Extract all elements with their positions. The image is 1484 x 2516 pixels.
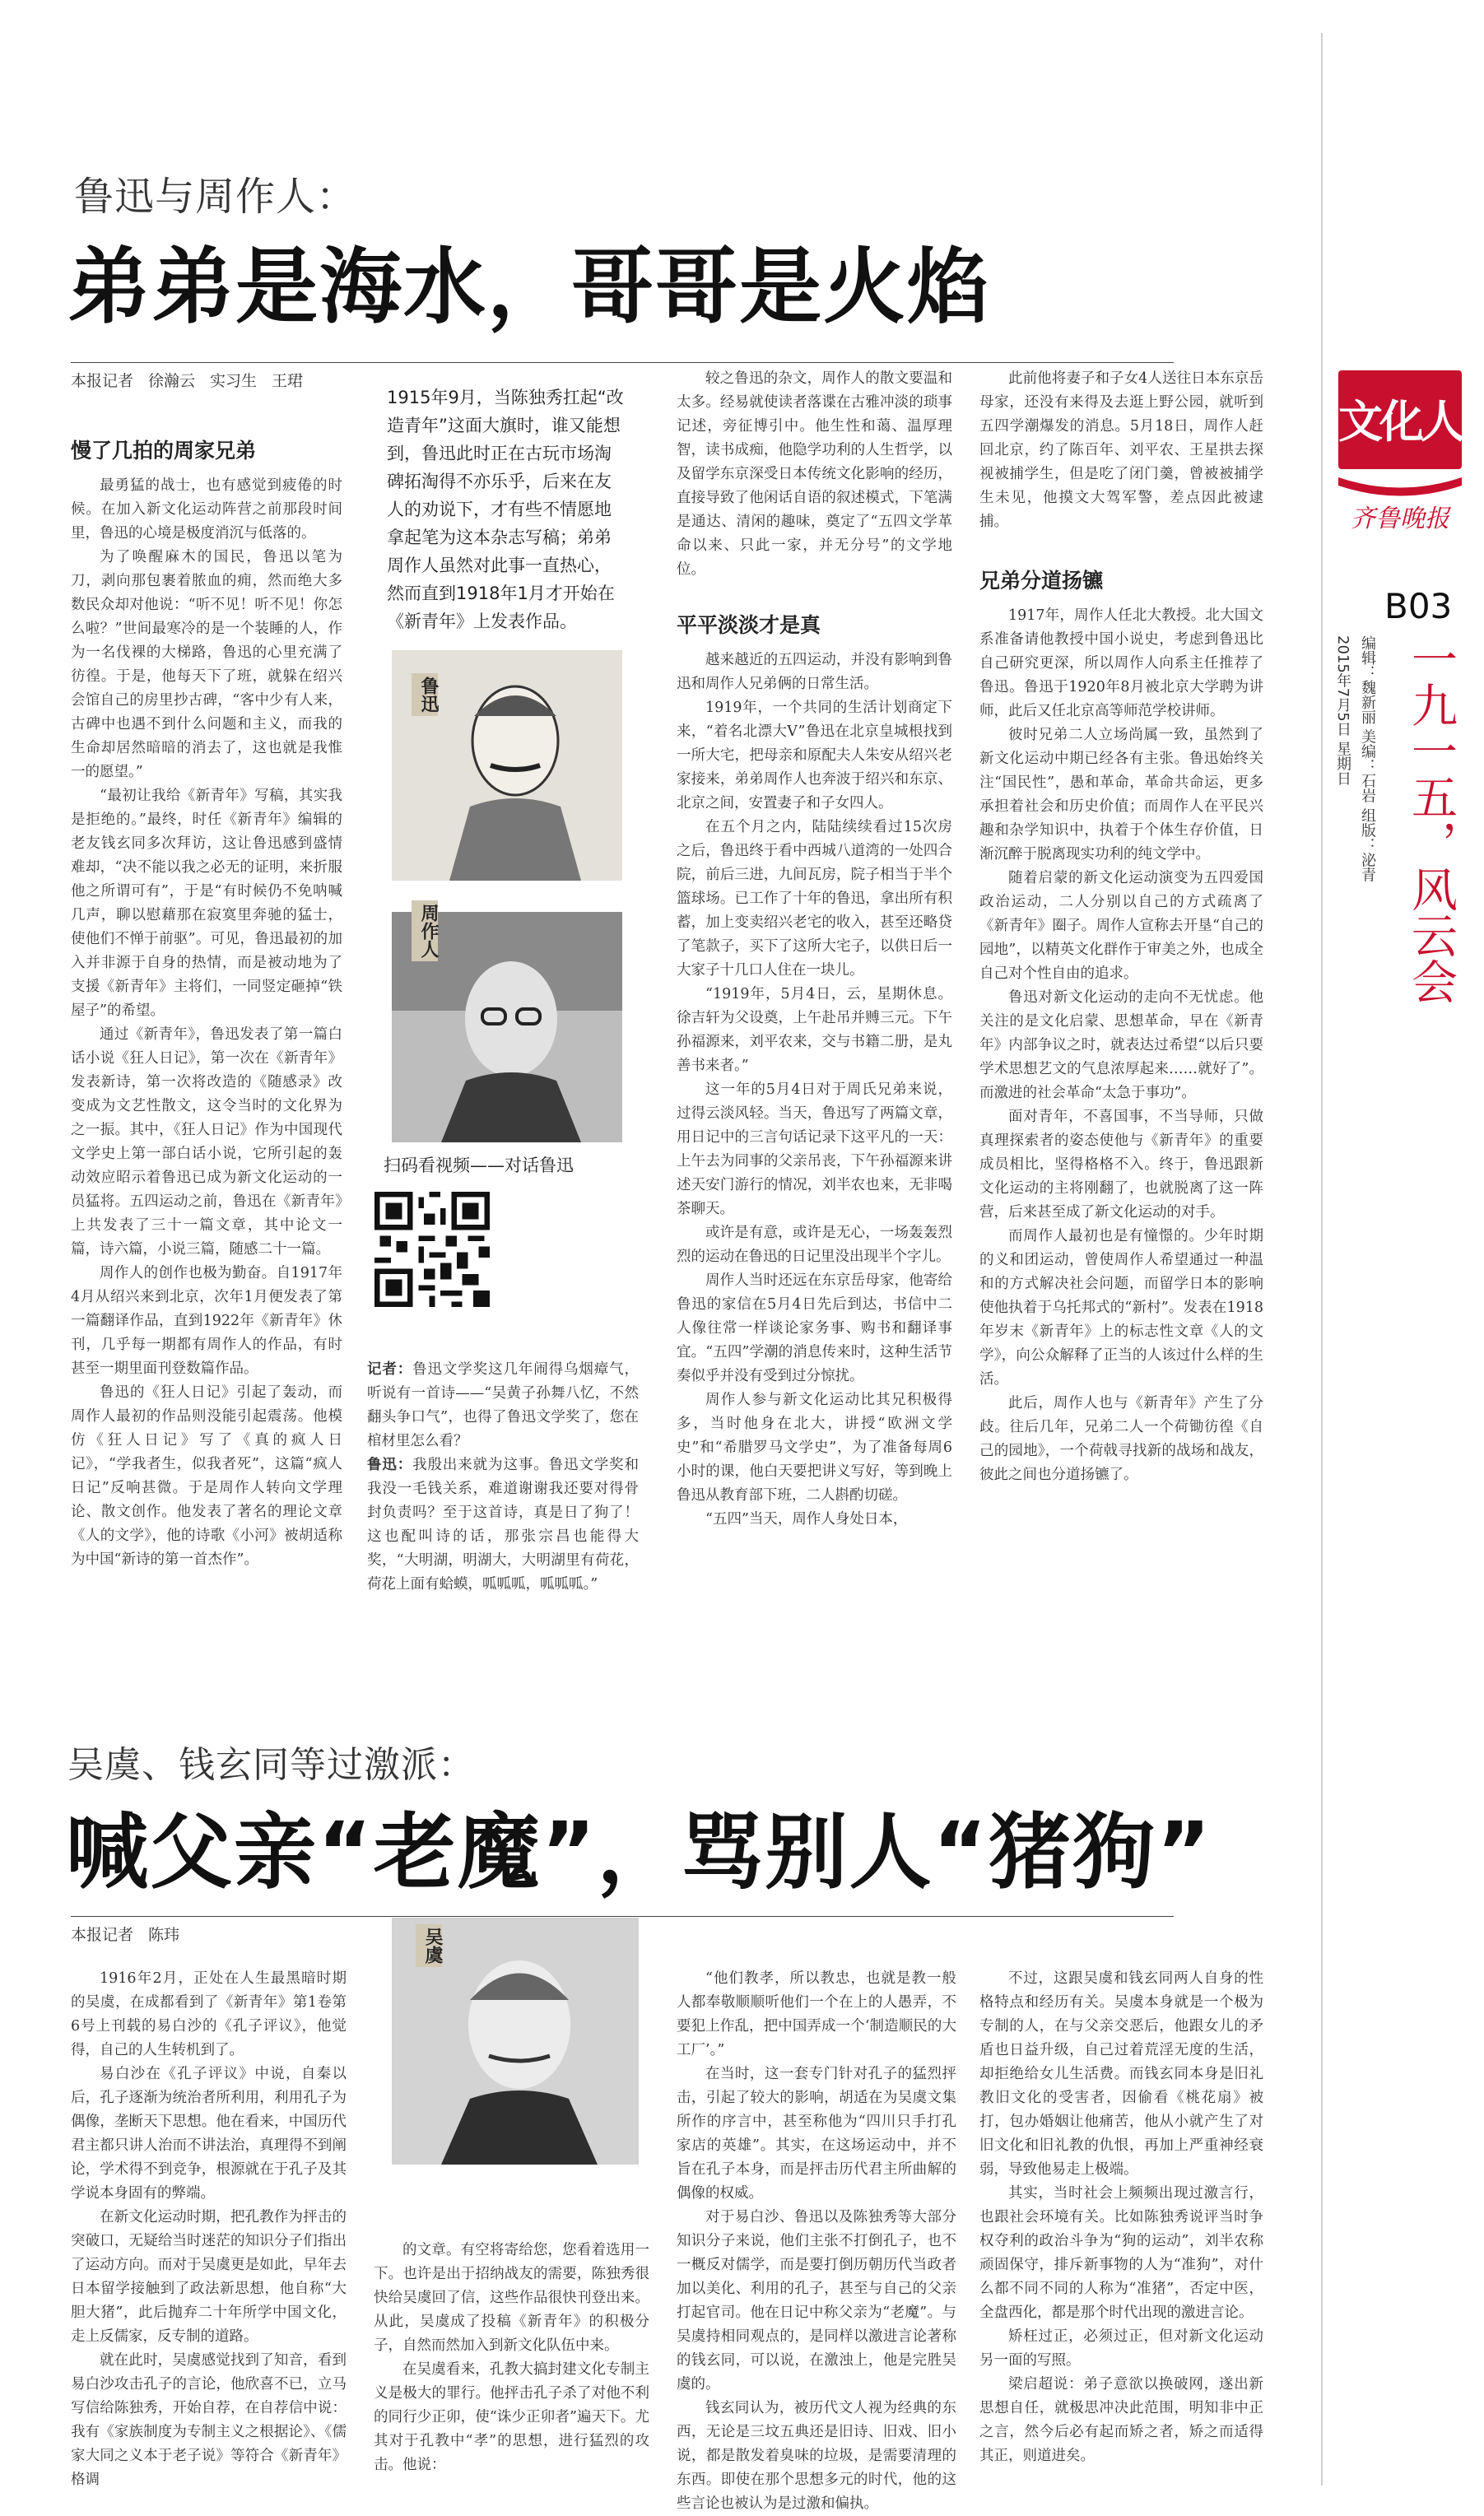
- qa-item: [367, 1453, 639, 1597]
- paragraph: 在五个月之内，陆陆续续看过15次房之后，鲁迅终于看中西城八道湾的一处四合院，前后三进，九间瓦房，院子相当于半个篮球场。已工作了十年的鲁迅，拿出所有积蓄，加上变卖绍兴老宅的收入，甚至还略贷了笔款子，买下了这所大宅子，以供日后一大家子十几口人住在一块儿。: [677, 819, 952, 979]
- article1-headline: 弟弟是海水，哥哥是火焰: [67, 239, 991, 335]
- qa-text: 鲁迅文学奖这几年闹得乌烟瘴气，听说有一首诗——“吴黄子孙舞八忆，不然翻头争口气”，也得了鲁迅文学奖了，您在棺材里怎么看？: [367, 1361, 640, 1449]
- paragraph: 这一年的5月4日对于周氏兄弟来说，过得云淡风轻。当天，鲁迅写了两篇文章，用日记中的三言句话记录下这平凡的一天：上午去为同事的父亲吊丧，下午孙福源来讲述天安门游行的情况，刘半农也来，无非喝茶聊天。: [677, 1081, 952, 1217]
- paragraph: 在当时，这一套专门针对孔子的猛烈抨击，引起了较大的影响，胡适在为吴虞文集所作的序言中，甚至称他为“四川只手打孔家店的英雄”。其实，在这场运动中，并不旨在孔子本身，而是抨击历代君主所曲解的偶像的权威。: [677, 2066, 956, 2202]
- pull-quote: 1915年9月，当陈独秀扛起“改造青年”这面大旗时，谁又能想到，鲁迅此时正在古玩市场淘碑拓淘得不亦乐乎，后来在友人的劝说下，才有些不情愿地拿起笔为这本杂志写稿；弟弟周作人虽然对此事一直热心，然而直到1918年1月才开始在《新青年》上发表作品。: [387, 388, 624, 631]
- article2-column-4: [979, 1967, 1263, 2494]
- qa-speaker: 鲁迅：: [367, 1457, 413, 1473]
- article2-column-3: [677, 1967, 956, 2512]
- editors-line: 编辑：魏新丽 美编：石岩 组版：泌青: [1359, 635, 1376, 882]
- article1-subheading-1: 慢了几拍的周家兄弟: [71, 439, 257, 463]
- paragraph: 或许是有意，或许是无心，一场轰轰烈烈的运动在鲁迅的日记里没出现半个字儿。: [677, 1225, 952, 1265]
- page-number: B03: [1384, 586, 1453, 626]
- qa-block: [367, 1358, 639, 1597]
- paragraph: 为了唤醒麻木的国民，鲁迅以笔为刀，剥向那包裹着脓血的痈，然而绝大多数民众却对他说：“听不见！听不见！你怎么啦？”世间最寒冷的是一个装睡的人，作为一名伐裸的大梯路，鲁迅的心里充满了彷徨。于是，他每天下了班，就躲在绍兴会馆自己的房里抄古碑，“客中少有人来，古碑中也遇不到什么问题和主义，而我的生命却居然暗暗的消去了，这也就是我惟一的愿望。”: [71, 549, 342, 780]
- tag-zhouzuoren: 周作人: [412, 900, 438, 961]
- article2-headline: 喊父亲“老魔”，骂别人“猪狗”: [66, 1804, 1212, 1900]
- paragraph: 通过《新青年》，鲁迅发表了第一篇白话小说《狂人日记》，第一次在《新青年》发表新诗，第一次将改造的《随感录》改变成为文艺性散文，这令当时的文化界为之一振。其中，《狂人日记》作为中国现代文学史上第一部白话小说，它所引起的轰动效应昭示着鲁迅已成为新文化运动的一员猛将。五四运动之前，鲁迅在《新青年》上共发表了三十一篇文章，其中论文一篇，诗六篇，小说三篇，随感二十一篇。: [71, 1026, 342, 1258]
- sidebar-divider: [1321, 33, 1323, 2486]
- article2-byline: [71, 1923, 194, 1945]
- paragraph: 梁启超说：弟子意欲以换破网，遂出新思想自任，就极思冲决此范围，明知非中正之言，然今后必有起而矫之者，矫之而适得其正，则道进矣。: [979, 2376, 1263, 2464]
- article1-column-3: [677, 367, 952, 581]
- tag-luxun: 鲁迅: [412, 673, 438, 716]
- paragraph: 其实，当时社会上频频出现过激言行，也跟社会环境有关。比如陈独秀说评当时争权夺利的政治斗争为“狗的运动”，刘半农称顽固保守，排斥新事物的人为“准狗”，对什么都不同不同的人称为“准猪”，否定中医，全盘西化，都是那个时代出现的激进言论。: [979, 2185, 1263, 2321]
- article2-rule: [71, 1916, 1174, 1917]
- paragraph: 1917年，周作人任北大教授。北大国文系准备请他教授中国小说史，考虑到鲁迅比自己研究更深，所以周作人向系主任推荐了鲁迅。鲁迅于1920年8月被北京大学聘为讲师，此后又任北京高等师范学校讲师。: [979, 607, 1263, 719]
- paragraph: 鲁迅的《狂人日记》引起了轰动，而周作人最初的作品则没能引起震荡。他模仿《狂人日记》写了《真的疯人日记》，“学我者生，似我者死”，这篇“疯人日记”反响甚微。于是周作人转向文学理论、散文创作。他发表了著名的理论文章《人的文学》，他的诗歌《小河》被胡适称为中国“新诗的第一首杰作”。: [71, 1384, 342, 1568]
- paragraph: 钱玄同认为，被历代文人视为经典的东西，无论是三坟五典还是旧诗、旧戏、旧小说，都是散发着臭味的垃圾，是需要清理的东西。即使在那个思想多元的时代，他的这些言论也被认为是过激和偏执。: [677, 2400, 956, 2512]
- qr-code[interactable]: [374, 1192, 490, 1307]
- qr-code-graphic: [374, 1192, 490, 1307]
- paragraph: 周作人的创作也极为勤奋。自1917年4月从绍兴来到北京，次年1月便发表了第一篇翻译作品，直到1922年《新青年》休刊，几乎每一期都有周作人的作品，有时甚至一期里面刊登数篇作品。: [71, 1265, 342, 1377]
- paragraph: 此后，周作人也与《新青年》产生了分歧。往后几年，兄弟二人一个荷锄彷徨《自己的园地》，一个荷戟寻找新的战场和战友，彼此之间也分道扬镳了。: [979, 1395, 1263, 1483]
- article1-column-1: [71, 474, 342, 1700]
- article1-kicker: 鲁迅与周作人：: [74, 174, 357, 220]
- paragraph: 周作人参与新文化运动比其兄积极得多，当时他身在北大，讲授“欧洲文学史”和“希腊罗马文学史”，为了准备每周6小时的课，他白天要把讲义写好，等到晚上鲁迅从教育部下班，二人斟酌切磋。: [677, 1392, 952, 1504]
- tag-wuyu: 吴虞: [416, 1924, 442, 1967]
- paragraph: 1919年，一个共同的生活计划商定下来，“着名北漂大V”鲁迅在北京皇城根找到一所大宅，把母亲和原配夫人朱安从绍兴老家接来，弟弟周作人也奔波于绍兴和东京、北京之间，安置妻子和子女四人。: [677, 700, 952, 812]
- qa-speaker: 记者：: [367, 1361, 413, 1378]
- section-label: 文化人: [1338, 396, 1462, 448]
- byline-reporter: 徐瀚云: [148, 372, 196, 390]
- paragraph: 而周作人最初也是有憧憬的。少年时期的义和团运动，曾使周作人希望通过一种温和的方式解决社会问题，而留学日本的影响使他执着于乌托邦式的“新村”。发表在1918年岁末《新青年》上的标志性文章《人的文学》，向公众解释了正当的人该过什么样的生活。: [979, 1228, 1263, 1388]
- paragraph: 面对青年，不喜国事，不当导师，只做真理探索者的姿态使他与《新青年》的重要成员相比，坚得格格不入。终于，鲁迅跟新文化运动的主将刚翻了，也就脱离了这一阵营，后来甚至成了新文化运动的对手。: [979, 1109, 1263, 1221]
- paragraph: 易白沙在《孔子评议》中说，自秦以后，孔子逐渐为统治者所利用，利用孔子为偶像，垄断天下思想。他在看来，中国历代君主都只讲人治而不讲法治，真理得不到阐论，学术得不到竞争，根源就在于孔子及其学说本身固有的弊端。: [71, 2066, 347, 2202]
- masthead: 齐鲁晚报: [1351, 505, 1449, 533]
- article1-column-4: [979, 367, 1263, 544]
- byline-label: 本报记者: [71, 1926, 134, 1944]
- article1-column-4b: [979, 604, 1263, 1666]
- article1-byline: [71, 369, 318, 391]
- paragraph: 最勇猛的战士，也有感觉到疲倦的时候。在加入新文化运动阵营之前那段时间里，鲁迅的心境是极度消沉与低落的。: [71, 477, 342, 542]
- paragraph: 的文章。有空将寄给您，您看着选用一下。也许是出于招纳战友的需要，陈独秀很快给吴虞回了信，这些作品很快刊登出来。从此，吴虞成了投稿《新青年》的积极分子，自然而然加入到新文化队伍中来。: [374, 2242, 649, 2354]
- paragraph: “五四”当天，周作人身处日本，: [705, 1511, 908, 1528]
- paragraph: 越来越近的五四运动，并没有影响到鲁迅和周作人兄弟俩的日常生活。: [677, 652, 952, 692]
- paragraph: 在吴虞看来，孔教大搞封建文化专制主义是极大的罪行。他抨击孔子杀了对他不利的同行少正卯，使“诛少正卯者”遍天下。尤其对于孔教中“孝”的思想，进行猛烈的攻击。他说：: [374, 2361, 649, 2473]
- byline-reporter: 陈玮: [148, 1926, 180, 1944]
- paragraph: 对于易白沙、鲁迅以及陈独秀等大部分知识分子来说，他们主张不打倒孔子，也不一概反对儒学，而是要打倒历朝历代当政者加以美化、利用的孔子，甚至与自己的父亲打起官司。他在日记中称父亲为“老魔”。与吴虞持相同观点的，是同样以激进言论著称的钱玄同，可以说，在激浊上，他是完胜吴虞的。: [677, 2209, 956, 2393]
- paragraph: 彼时兄弟二人立场尚属一致，虽然到了新文化运动中期已经各有主张。鲁迅始终关注“国民性”，愚和革命，革命共命运，更多承担着社会和历史价值；而周作人在平民兴趣和杂学知识中，执着于个体生存价值，日渐沉醉于脱离现实功利的纯文学中。: [979, 727, 1263, 863]
- qa-text: 我殷出来就为这事。鲁迅文学奖和我没一毛钱关系，难道谢谢我还要对得骨封负责吗？至于这首诗，真是日了狗了！这也配叫诗的话，那张宗昌也能得大奖，“大明湖，明湖大，大明湖里有荷花，荷花上面有蛤蟆，呱呱呱，呱呱呱。”: [367, 1457, 640, 1593]
- article1-subheading-2: 平平淡淡才是真: [677, 613, 821, 637]
- paragraph: 就在此时，吴虞感觉找到了知音，看到易白沙攻击孔子的言论，他欣喜不已，立马写信给陈独秀，开始自荐，在自荐信中说：我有《家族制度为专制主义之根据论》、《儒家大同之义本于老子说》等符合《新青年》格调: [71, 2352, 347, 2488]
- paragraph: “1919年，5月4日，云，星期休息。徐吉轩为父设奠，上午赴吊并赙三元。下午孙福源来，刘平农来，交与书籍二册，是丸善书来者。”: [677, 986, 952, 1074]
- page-vertical-title: 一九一五，风云会: [1404, 635, 1458, 1004]
- article2-column-2: [374, 2239, 649, 2486]
- section-logo: [1330, 362, 1470, 535]
- paragraph: 周作人当时还远在东京岳母家，他寄给鲁迅的家信在5月4日先后到达，书信中二人像往常一样谈论家务事、购书和翻译事宜。“五四”学潮的消息传来时，这种生活节奏似乎并没有受到过分惊扰。: [677, 1272, 952, 1384]
- paragraph: 较之鲁迅的杂文，周作人的散文要温和太多。经易就使读者落谍在古雅冲淡的琐事记述，旁征博引中。他生性和蔼、温厚理智，读书成痴，他隐学功利的人生哲学，以及留学东京深受日本传统文化影响的经历，直接导致了他闲话自语的叙述模式，下笔满是通达、清闲的趣味，奠定了“五四文学革命以来、只此一家，并无分号”的文学地位。: [677, 370, 952, 578]
- article1-rule: [71, 362, 1174, 363]
- byline-label-intern: 实习生: [210, 372, 258, 390]
- paragraph: 随着启蒙的新文化运动演变为五四爱国政治运动，二人分别以自己的方式疏离了《新青年》圈子。周作人宣称去开垦“自己的园地”，以精英文化群作于审美之外，也成全自己对个性自由的追求。: [979, 870, 1263, 982]
- article2-kicker: 吴虞、钱玄同等过激派：: [67, 1744, 475, 1786]
- byline-label: 本报记者: [71, 372, 134, 390]
- article1-column-3b: [677, 649, 952, 1669]
- paragraph: “他们教孝，所以教忠，也就是教一般人都奉敬顺顺听他们一个在上的人愚弄，不要犯上作乱，把中国弄成一个‘制造顺民的大工厂’。”: [677, 1970, 956, 2058]
- date-line: 2015年7月5日 星期日: [1334, 635, 1351, 786]
- paragraph: 矫枉过正，必须过正，但对新文化运动另一面的写照。: [979, 2328, 1263, 2369]
- paragraph: “最初让我给《新青年》写稿，其实我是拒绝的。”最终，时任《新青年》编辑的老友钱玄同多次拜访，这让鲁迅感到盛情难却，“决不能以我之必无的证明，来折服他之所谓可有”，于是“有时候仍不免呐喊几声，聊以慰藉那在寂寞里奔驰的猛士，使他们不惮于前驱”。可见，鲁迅最初的加入并非源于自身的热情，而是被动地为了支援《新青年》主将们，一同竖定砸掉“铁屋子”的希望。: [71, 788, 342, 1019]
- article2-column-1: [71, 1967, 347, 2494]
- article1-subheading-3: 兄弟分道扬镳: [979, 569, 1104, 593]
- paragraph: 在新文化运动时期，把孔教作为抨击的突破口，无疑给当时迷茫的知识分子们指出了运动方向。而对于吴虞更是如此，早年去日本留学接触到了政法新思想，他自称“大胆大猪”，此后抛弃二十年所学中国文化，走上反儒家，反专制的道路。: [71, 2209, 347, 2345]
- qa-item: [367, 1358, 639, 1453]
- paragraph: 鲁迅对新文化运动的走向不无忧虑。他关注的是文化启蒙、思想革命，早在《新青年》内部争议之时，就表达过希望“以后只要学术思想艺文的气息浓厚起来……就好了”。而激进的社会革命“太急于事功”。: [979, 989, 1263, 1101]
- paragraph: 不过，这跟吴虞和钱玄同两人自身的性格特点和经历有关。吴虞本身就是一个极为专制的人，在与父亲交恶后，他跟女儿的矛盾也日益升级，自己过着荒淫无度的生活，却拒绝给女儿生活费。而钱玄同本身是旧礼教旧文化的受害者，因偷看《桃花扇》被打，包办婚姻让他痛苦，他从小就产生了对旧文化和旧礼教的仇恨，再加上严重神经衰弱，导致他易走上极端。: [979, 1970, 1263, 2178]
- paragraph: 此前他将妻子和子女4人送往日本东京岳母家，还没有来得及去逛上野公园，就听到五四学潮爆发的消息。5月18日，周作人赶回北京，约了陈百年、刘平农、王星拱去探视被捕学生，但是吃了闭门羹，曾被被捕学生未见，他摸文大驾军警，差点因此被逮捕。: [979, 370, 1263, 530]
- paragraph: 1916年2月，正处在人生最黑暗时期的吴虞，在成都看到了《新青年》第1卷第6号上刊载的易白沙的《孔子评议》，他觉得，自己的人生转机到了。: [71, 1970, 347, 2058]
- qr-caption: 扫码看视频——对话鲁迅: [384, 1156, 574, 1175]
- byline-intern: 王珺: [272, 372, 304, 390]
